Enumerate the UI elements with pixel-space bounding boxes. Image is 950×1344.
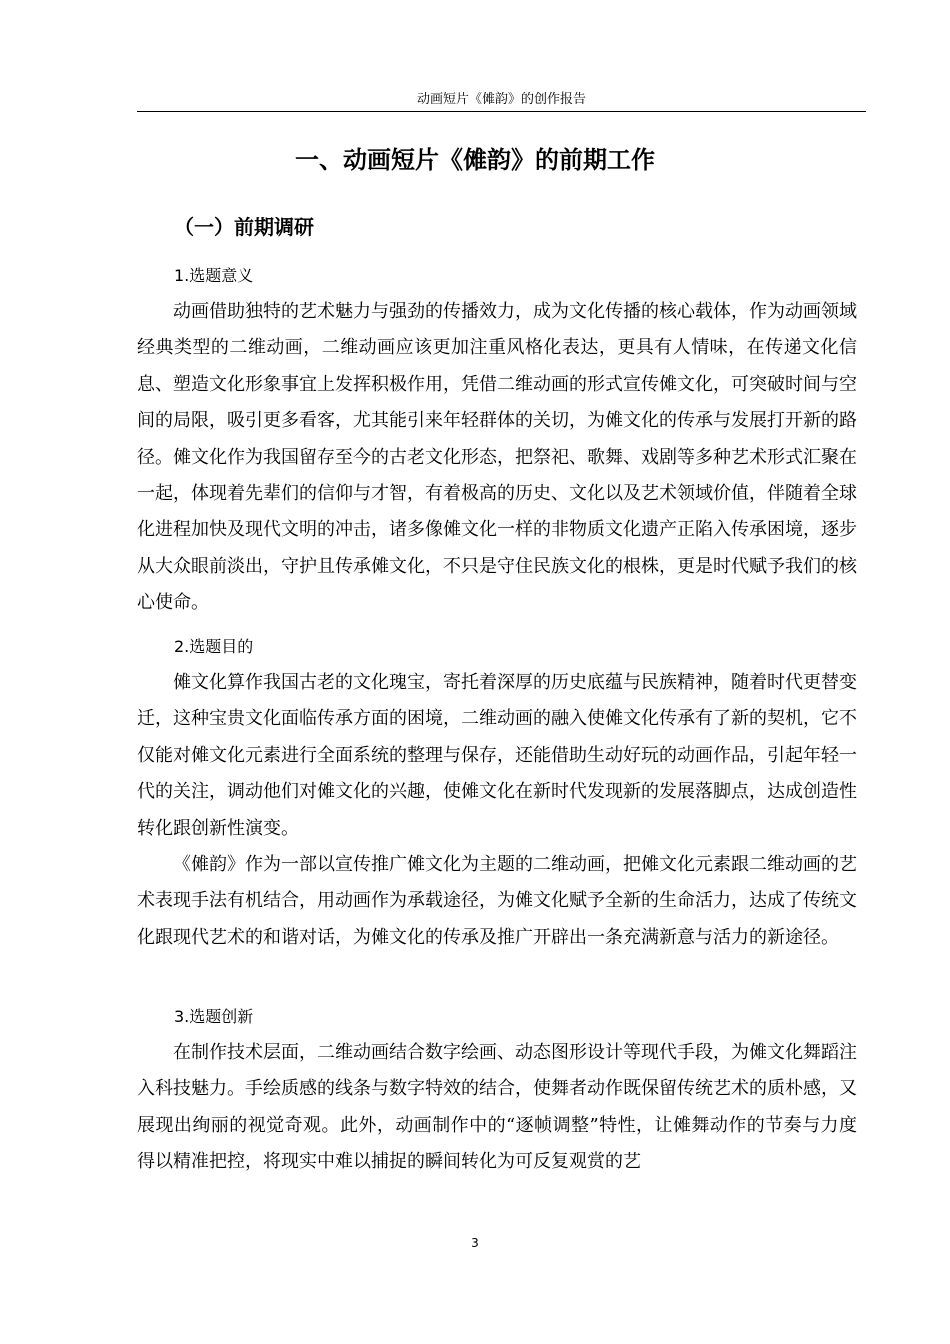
paragraph-innovation: 在制作技术层面，二维动画结合数字绘画、动态图形设计等现代手段，为傩文化舞蹈注入科技魅力。手绘质感的线条与数字特效的结合，使舞者动作既保留传统艺术的质朴感，又展现出绚丽的视觉奇观。此外，动画制作中的“逐帧调整”特性，让傩舞动作的节奏与力度得以精准把控，将现实中难以捕捉的瞬间转化为可反复观赏的艺 [137, 1042, 857, 1173]
subsection-heading-innovation: 3.选题创新 [174, 1007, 254, 1026]
subsection-heading-purpose: 2.选题目的 [174, 637, 254, 656]
chapter-title: 一、动画短片《傩韵》的前期工作 [295, 146, 655, 174]
paragraph-nuoyun-intro: 《傩韵》作为一部以宣传推广傩文化为主题的二维动画，把傩文化元素跟二维动画的艺术表现手法有机结合，用动画作为承载途径，为傩文化赋予全新的生命活力，达成了传统文化跟现代艺术的和谐对话，为傩文化的传承及推广开辟出一条充满新意与活力的新途径。 [137, 854, 857, 948]
page-number: 3 [471, 1236, 479, 1250]
subsection-heading-significance: 1.选题意义 [174, 266, 254, 285]
section-title: （一）前期调研 [174, 215, 314, 239]
paragraph-significance: 动画借助独特的艺术魅力与强劲的传播效力，成为文化传播的核心载体，作为动画领域经典类型的二维动画，二维动画应该更加注重风格化表达，更具有人情味，在传递文化信息、塑造文化形象事宜上发挥积极作用，凭借二维动画的形式宣传傩文化，可突破时间与空间的局限，吸引更多看客，尤其能引来年轻群体的关切，为傩文化的传承与发展打开新的路径。傩文化作为我国留存至今的古老文化形态，把祭祀、歌舞、戏剧等多种艺术形式汇聚在一起，体现着先辈们的信仰与才智，有着极高的历史、文化以及艺术领域价值，伴随着全球化进程加快及现代文明的冲击，诸多像傩文化一样的非物质文化遗产正陷入传承困境，逐步从大众眼前淡出，守护且传承傩文化，不只是守住民族文化的根株，更是时代赋予我们的核心使命。 [137, 301, 857, 614]
running-header: 动画短片《傩韵》的创作报告 [137, 92, 866, 112]
paragraph-purpose: 傩文化算作我国古老的文化瑰宝，寄托着深厚的历史底蕴与民族精神，随着时代更替变迁，这种宝贵文化面临传承方面的困境，二维动画的融入使傩文化传承有了新的契机，它不仅能对傩文化元素进行全面系统的整理与保存，还能借助生动好玩的动画作品，引起年轻一代的关注，调动他们对傩文化的兴趣，使傩文化在新时代发现新的发展落脚点，达成创造性转化跟创新性演变。 [137, 672, 857, 839]
